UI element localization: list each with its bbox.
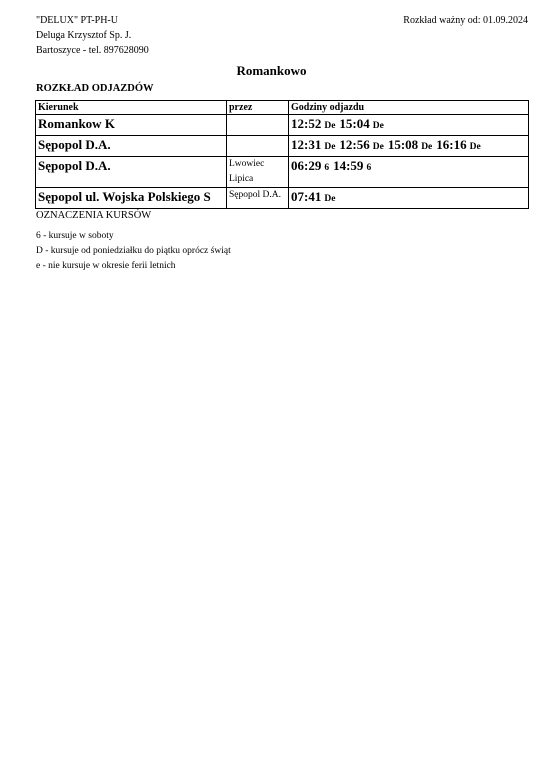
departure-time [388,136,432,156]
via-cell [227,157,289,188]
valid-from: Rozkład ważny od: 01.09.2024 [403,15,528,26]
company-name: "DELUX" PT-PH-U [36,15,118,26]
timetable [35,100,529,209]
via-cell [227,136,289,157]
table-row [36,188,529,209]
direction-cell: Sępopol ul. Wojska Polskiego S [36,188,227,209]
timetable-body [36,115,529,209]
departure-mark: De [421,142,433,152]
times-cell [289,136,529,157]
departure-time [291,115,335,135]
departure-time-value: 12:52 [291,116,322,131]
departure-mark: De [372,142,384,152]
via-cell [227,188,289,209]
via-stop: Lwowiec [229,159,265,169]
departure-mark: De [324,121,336,131]
departure-time-value: 07:41 [291,189,322,204]
legend-item: 6 - kursuje w soboty [36,231,114,241]
times-cell [289,157,529,188]
departure-time [291,136,335,156]
departure-mark: De [324,142,336,152]
via-stop: Lipica [229,174,254,184]
direction-cell: Sępopol D.A. [36,136,227,157]
legend-title: OZNACZENIA KURSÓW [36,210,152,221]
departure-time-value: 15:08 [387,137,419,152]
departure-time-value: 06:29 [291,158,322,173]
timetable-header-row [36,101,529,115]
departure-time-value: 14:59 [333,158,364,173]
times-cell [289,115,529,136]
table-row [36,136,529,157]
departure-time-value: 12:31 [291,137,322,152]
section-title: ROZKŁAD ODJAZDÓW [36,83,154,94]
times-cell [289,188,529,209]
departure-mark: 6 [324,163,330,173]
company-contact: Bartoszyce - tel. 897628090 [36,45,149,56]
stop-name: Romankowo [236,63,307,78]
departure-time [291,188,335,208]
direction-cell: Sępopol D.A. [36,157,227,188]
departure-time-value: 15:04 [339,116,370,131]
via-cell [227,115,289,136]
legend-item: e - nie kursuje w okresie ferii letnich [36,261,176,271]
header-via: przez [227,101,289,115]
departure-mark: De [324,194,336,204]
departure-time-value: 12:56 [339,137,370,152]
departure-time [436,136,480,156]
legend-list [36,229,231,274]
header-direction: Kierunek [36,101,227,115]
departure-time [291,157,329,177]
company-legal-name: Deluga Krzysztof Sp. J. [36,30,132,41]
legend-item: D - kursuje od poniedziałku do piątku oprócz świąt [36,246,231,256]
departure-time [339,136,383,156]
departure-time [333,157,371,177]
direction-cell: Romankow K [36,115,227,136]
header-times: Godziny odjazdu [289,101,529,115]
departure-mark: De [469,142,481,152]
table-row [36,115,529,136]
via-stop: Sępopol D.A. [229,190,281,200]
table-row [36,157,529,188]
departure-mark: 6 [366,163,372,173]
company-info [36,13,149,58]
departure-mark: De [372,121,384,131]
departure-time-value: 16:16 [436,137,467,152]
departure-time [339,115,383,135]
